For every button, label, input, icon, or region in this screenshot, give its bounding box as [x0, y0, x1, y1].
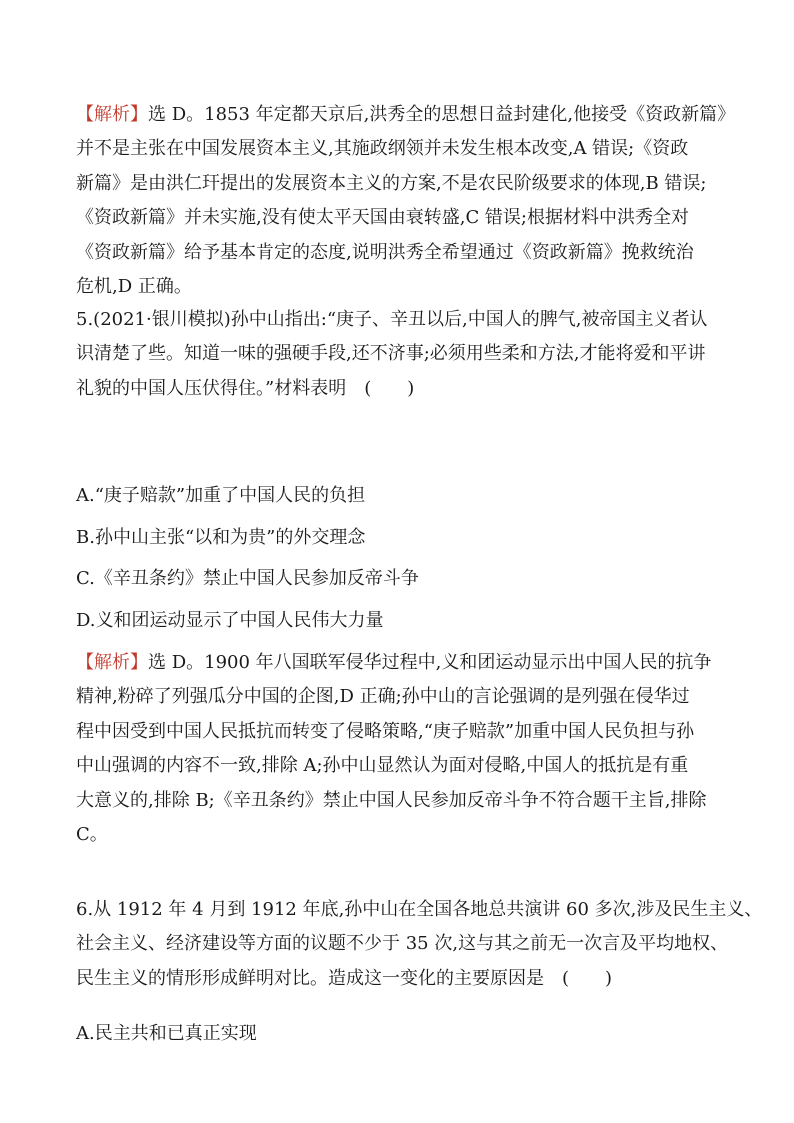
text-line: 危机,D 正确。: [76, 275, 192, 297]
text-line: 新篇》是由洪仁玕提出的发展资本主义的方案,不是农民阶级要求的体现,B 错误;: [76, 172, 707, 194]
option-b: B.孙中山主张“以和为贵”的外交理念: [76, 526, 366, 548]
analysis-tag: 【解析】: [76, 104, 148, 125]
text-line: 【解析】选 D。1900 年八国联军侵华过程中,义和团运动显示出中国人民的抗争: [76, 652, 712, 673]
text-line: 识清楚了些。知道一味的强硬手段,还不济事;必须用些柔和方法,才能将爱和平讲: [76, 343, 706, 365]
text-line: 精神,粉碎了列强瓜分中国的企图,D 正确;孙中山的言论强调的是列强在侵华过: [76, 686, 690, 708]
text-line: 大意义的,排除 B;《辛丑条约》禁止中国人民参加反帝斗争不符合题干主旨,排除: [76, 789, 707, 811]
text-line: 《资政新篇》给予基本肯定的态度,说明洪秀全希望通过《资政新篇》挽救统治: [76, 241, 694, 263]
question-stem: [76, 893, 763, 996]
text-line: 并不是主张在中国发展资本主义,其施政纲领并未发生根本改变,A 错误;《资政: [76, 138, 689, 160]
text-line: 中山强调的内容不一致,排除 A;孙中山显然认为面对侵略,中国人的抵抗是有重: [76, 755, 689, 777]
option-c: C.《辛丑条约》禁止中国人民参加反帝斗争: [76, 568, 419, 589]
question-stem: [76, 303, 726, 406]
option-d: D.义和团运动显示了中国人民伟大力量: [76, 609, 384, 631]
analysis-tag: 【解析】: [76, 652, 148, 673]
text-line: 民生主义的情形形成鲜明对比。造成这一变化的主要原因是 ( ): [76, 967, 613, 989]
option-a: A.“庚子赔款”加重了中国人民的负担: [76, 485, 366, 506]
text-line: C。: [76, 823, 108, 845]
text-line: 社会主义、经济建设等方面的议题不少于 35 次,这与其之前无一次言及平均地权、: [76, 933, 729, 955]
option-a: A.民主共和已真正实现: [76, 1023, 257, 1044]
text-line: 礼貌的中国人压伏得住。”材料表明 ( ): [76, 377, 415, 399]
options-list: [76, 475, 726, 641]
text-line: 5.(2021·银川模拟)孙中山指出:“庚子、辛丑以后,中国人的脾气,被帝国主义者认: [76, 309, 708, 330]
options-list: [76, 1017, 726, 1051]
text-line: 程中因受到中国人民抵抗而转变了侵略策略,“庚子赔款”加重中国人民负担与孙: [76, 720, 695, 742]
text-line: 【解析】选 D。1853 年定都天京后,洪秀全的思想日益封建化,他接受《资政新篇》: [76, 104, 736, 125]
analysis-paragraph: [76, 646, 726, 852]
text-line: 6.从 1912 年 4 月到 1912 年底,孙中山在全国各地总共演讲 60 多次,涉及民生主义、: [76, 899, 763, 920]
analysis-paragraph: [76, 98, 736, 304]
text-line: 《资政新篇》并未实施,没有使太平天国由衰转盛,C 错误;根据材料中洪秀全对: [76, 207, 689, 229]
